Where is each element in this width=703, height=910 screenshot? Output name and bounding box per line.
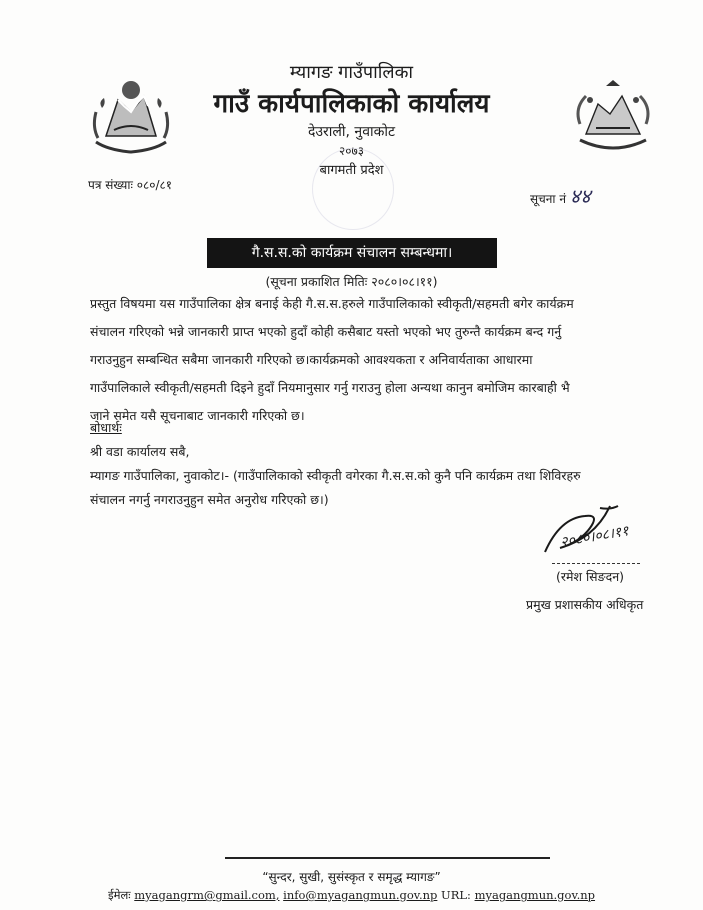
signatory-title: प्रमुख प्रशासकीय अधिकृत [526, 597, 644, 612]
office-name: गाउँ कार्यपालिकाको कार्यालय [213, 89, 490, 119]
email-link[interactable]: myagangrm@gmail.com, [134, 888, 280, 902]
body-line: प्रस्तुत विषयमा यस गाउँपालिका क्षेत्र बनाई केही गै.स.स.हरुले गाउँपालिकाको स्वीकृती/सहमती बगेर कार्यक्रम [90, 296, 574, 311]
footer-motto: “सुन्दर, सुखी, सुसंस्कृत र समृद्ध म्यागङ” [262, 870, 441, 884]
office-stamp [312, 148, 394, 230]
email-link[interactable]: info@myagangmun.gov.np [283, 888, 438, 902]
notice-body [90, 290, 670, 430]
signature-line [552, 563, 640, 564]
letter-number-label: पत्र संख्याः [88, 178, 133, 192]
cc-line: श्री वडा कार्यालय सबै, [90, 444, 190, 459]
footer-contact [0, 888, 703, 903]
website-link[interactable]: myagangmun.gov.np [474, 888, 596, 902]
body-line: जाने समेत यसै सूचनाबाट जानकारी गरिएको छ। [90, 408, 305, 423]
cc-line: संचालन नगर्नु नगराउनुहुन समेत अनुरोध गरिएको छ।) [90, 492, 329, 507]
published-date: (सूचना प्रकाशित मितिः २०८०।०८।११) [265, 274, 438, 289]
notice-number-value: ४४ [569, 184, 591, 208]
office-year: २०७३ [339, 144, 364, 158]
office-location: देउराली, नुवाकोट [307, 124, 396, 140]
url-label: URL: [441, 888, 471, 902]
notice-number [530, 182, 591, 209]
letter-number-value: ०८०/८१ [136, 178, 172, 192]
cc-heading: बोधार्थः [90, 420, 122, 435]
office-province: बागमती प्रदेश [319, 163, 384, 178]
cc-line: म्यागङ गाउँपालिका, नुवाकोट।- (गाउँपालिकाको स्वीकृती वगेरका गै.स.स.को कुनै पनि कार्यक्रम तथा शिविरहरु [90, 468, 581, 483]
footer-rule [225, 857, 550, 859]
signature-date: २०८०।०८।११ [559, 523, 630, 551]
body-line: संचालन गरिएको भन्ने जानकारी प्राप्त भएको हुदाँ कोही कसैबाट यस्तो भएको भए तुरुन्तै कार्यक्रम बन्द गर्नु [90, 324, 562, 339]
letter-number [88, 176, 172, 193]
body-line: गराउनुहुन सम्बन्धित सबैमा जानकारी गरिएको छ।कार्यक्रमको आवश्यकता र अनिवार्यताका आधारमा [90, 352, 533, 367]
body-line: गाउँपालिकाले स्वीकृती/सहमती दिइने हुदाँ नियमानुसार गर्नु गराउनु होला अन्यथा कानुन बमोजिम कारबाही भै [90, 380, 570, 395]
notice-number-label: सूचना नं [530, 192, 566, 206]
subject-banner: गै.स.स.को कार्यक्रम संचालन सम्बन्धमा। [207, 238, 497, 268]
email-label: ईमेलः [107, 888, 131, 902]
signatory-name: (रमेश सिङदन) [556, 569, 625, 584]
municipality-name: म्यागङ गाउँपालिका [289, 62, 414, 83]
